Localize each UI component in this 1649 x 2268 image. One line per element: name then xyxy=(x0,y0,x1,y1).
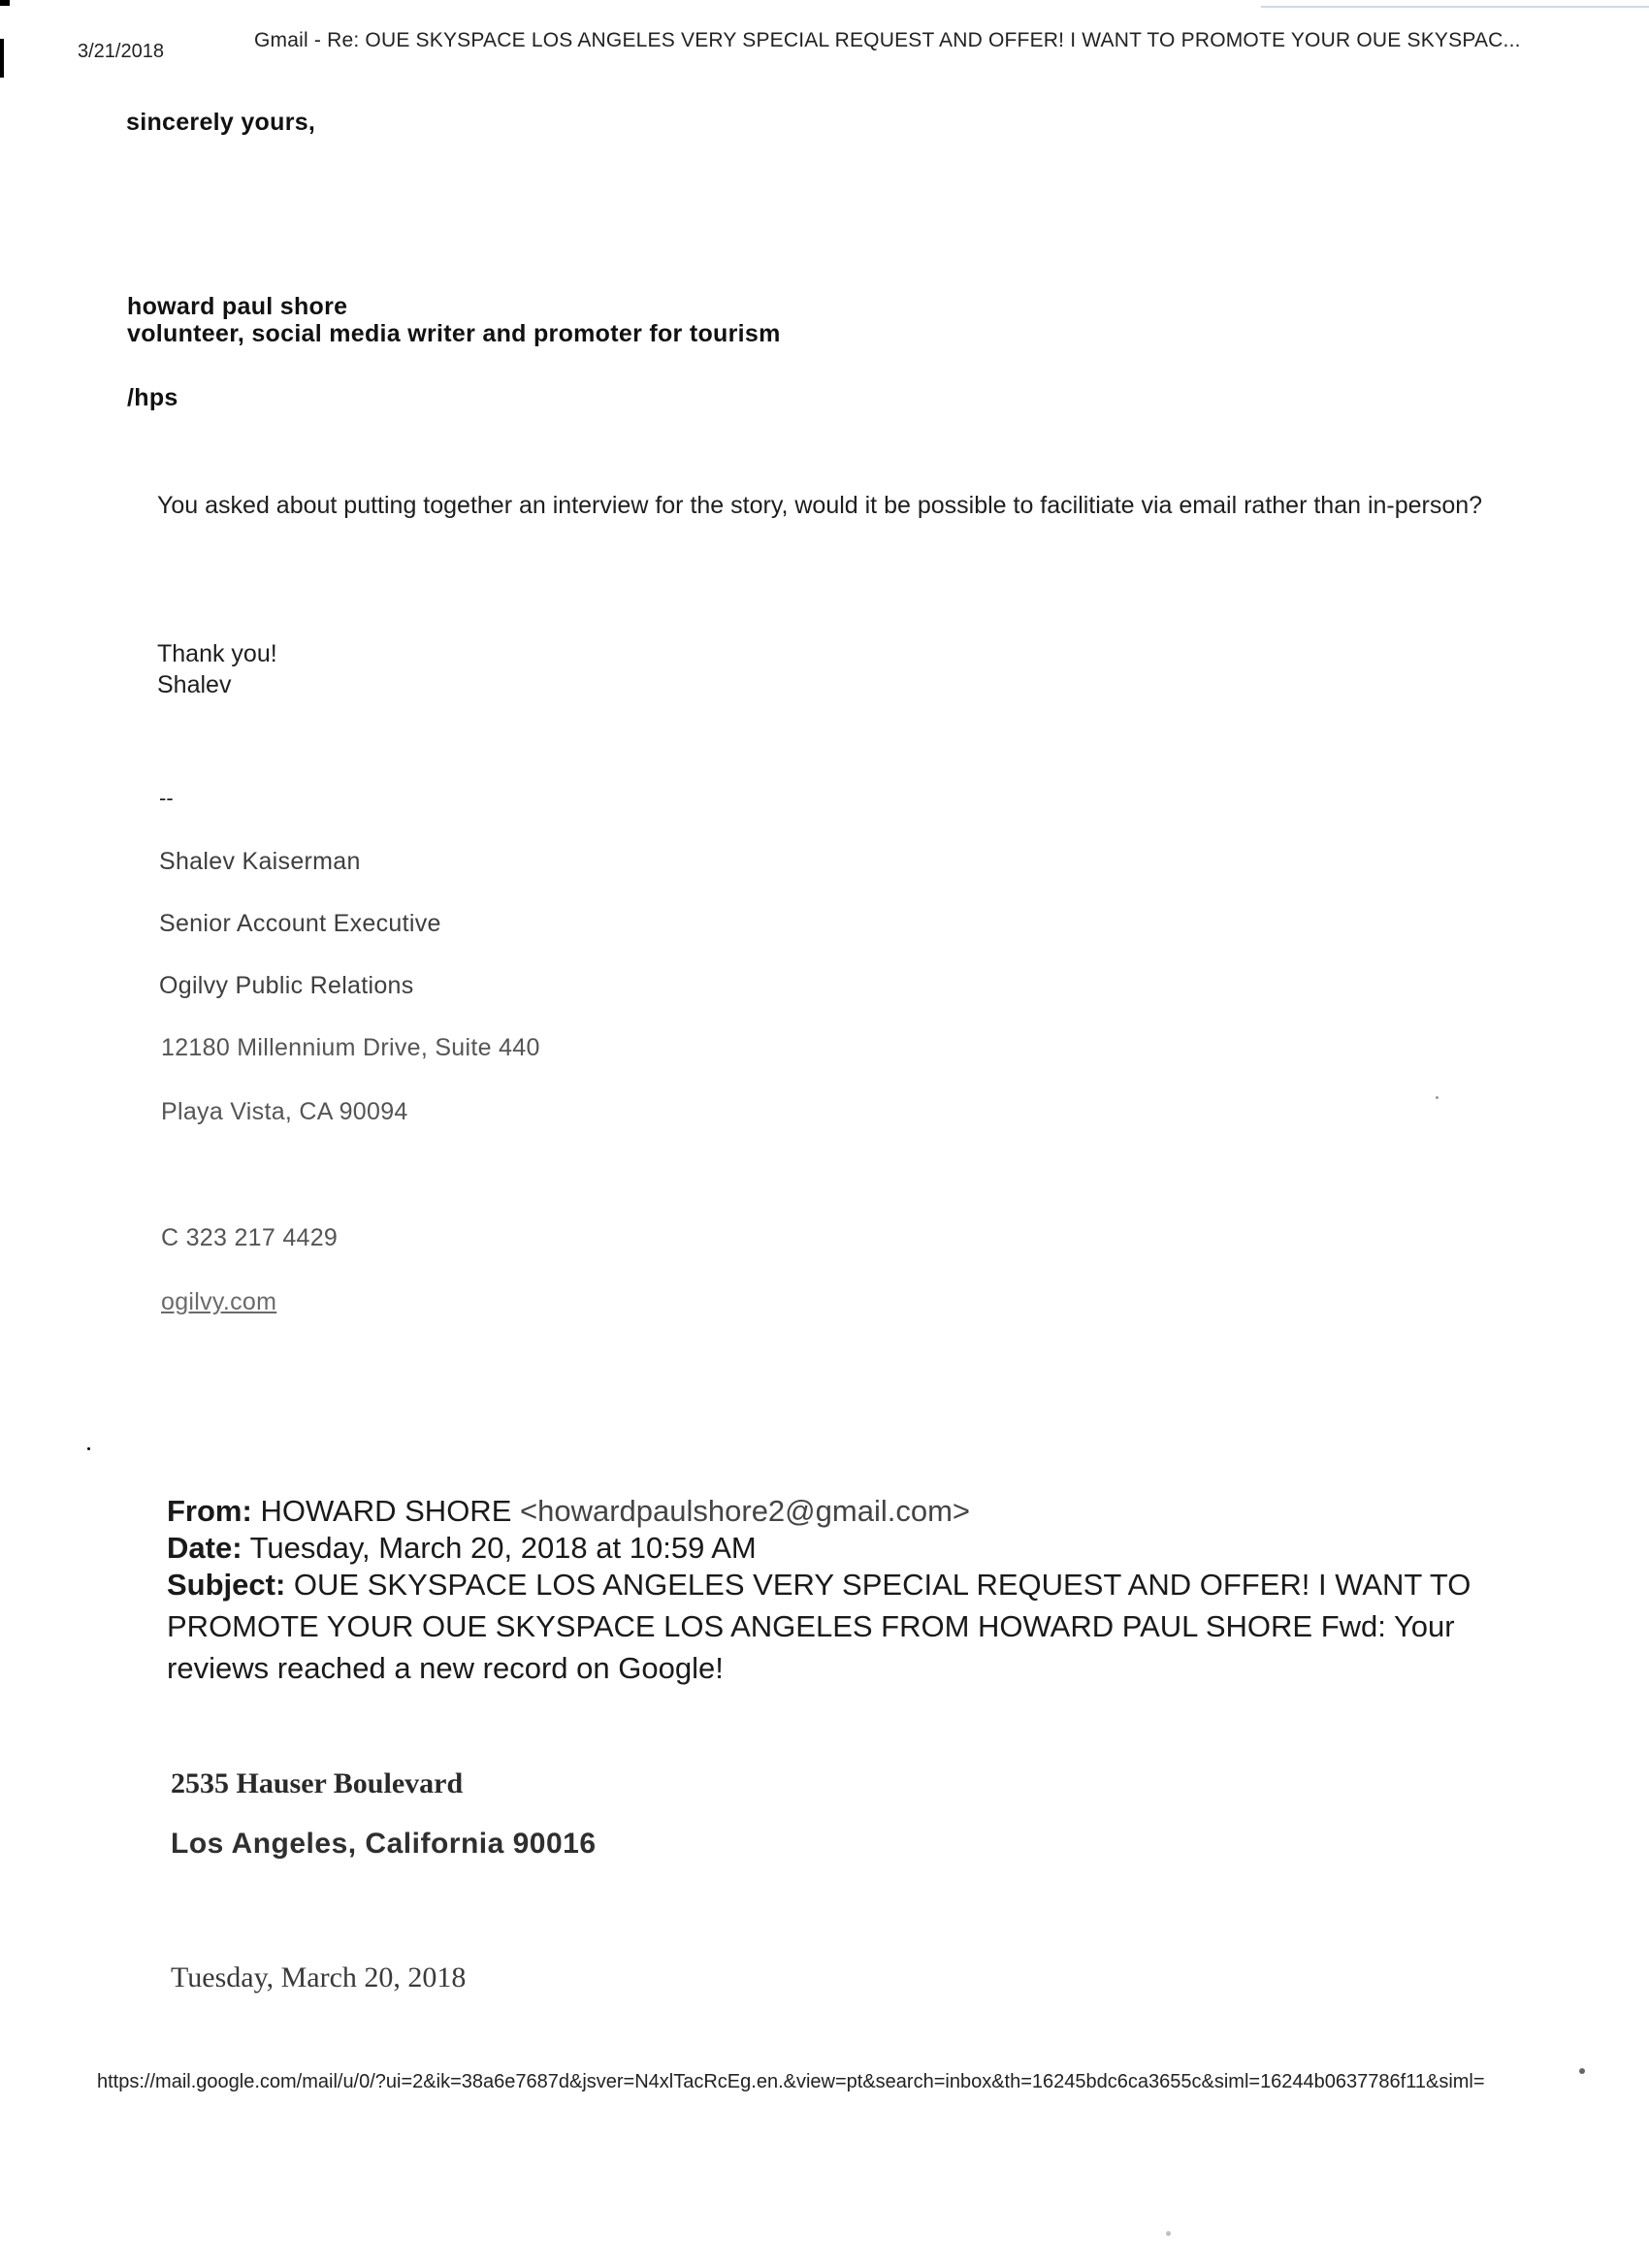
subject-label: Subject: xyxy=(167,1568,286,1602)
quoted-message-body: You asked about putting together an interview for the story, would it be possible to facilitiate via email rather than in-person? xyxy=(157,492,1483,519)
letter-date: Tuesday, March 20, 2018 xyxy=(171,1961,467,1993)
closing-line: sincerely yours, xyxy=(126,109,316,136)
date-value: Tuesday, March 20, 2018 at 10:59 AM xyxy=(249,1531,757,1565)
from-label: From: xyxy=(167,1494,252,1528)
print-date: 3/21/2018 xyxy=(78,41,164,62)
subject-value: OUE SKYSPACE LOS ANGELES VERY SPECIAL REQUEST AND OFFER! I WANT TO PROMOTE YOUR OUE SKYSPACE LOS ANGELES FROM HOWARD PAUL SHORE Fwd: Your reviews reached a new record on Google! xyxy=(167,1568,1471,1685)
forwarded-subject xyxy=(167,1564,1564,1689)
quoted-sig-title: Senior Account Executive xyxy=(159,910,441,937)
quoted-sig-company: Ogilvy Public Relations xyxy=(159,972,414,999)
letter-city: Los Angeles, California 90016 xyxy=(171,1828,597,1860)
quoted-sender: Shalev xyxy=(157,671,232,698)
scan-speck xyxy=(1166,2231,1171,2236)
signature-name: howard paul shore xyxy=(127,293,348,320)
print-footer-url[interactable]: https://mail.google.com/mail/u/0/?ui=2&ik=38a6e7687d&jsver=N4xlTacRcEg.en.&view=pt&search=inbox&th=16245bdc6ca3655c&siml=16244b0637786f11&siml= xyxy=(97,2071,1485,2092)
signature-separator: -- xyxy=(159,786,174,810)
quoted-sig-address: 12180 Millennium Drive, Suite 440 xyxy=(161,1034,540,1061)
forwarded-from xyxy=(167,1494,970,1529)
from-email[interactable]: <howardpaulshore2@gmail.com> xyxy=(520,1494,971,1528)
scan-edge-rule xyxy=(1261,6,1649,8)
quoted-sig-phone: C 323 217 4429 xyxy=(161,1224,339,1251)
quoted-sig-link[interactable]: ogilvy.com xyxy=(161,1288,277,1315)
print-title: Gmail - Re: OUE SKYSPACE LOS ANGELES VERY SPECIAL REQUEST AND OFFER! I WANT TO PROMOTE YOUR OUE SKYSPAC... xyxy=(254,29,1521,51)
scan-speck xyxy=(87,1447,90,1450)
from-name: HOWARD SHORE xyxy=(260,1494,512,1528)
scan-speck xyxy=(1579,2068,1585,2074)
signature-role: volunteer, social media writer and promoter for tourism xyxy=(127,320,781,347)
scan-speck xyxy=(0,0,10,6)
quoted-sig-name: Shalev Kaiserman xyxy=(159,848,361,875)
letter-street: 2535 Hauser Boulevard xyxy=(171,1767,464,1799)
scan-speck xyxy=(0,39,4,78)
quoted-thanks: Thank you! xyxy=(157,640,277,667)
signature-initials: /hps xyxy=(127,384,178,411)
date-label: Date: xyxy=(167,1531,242,1565)
quoted-sig-city: Playa Vista, CA 90094 xyxy=(161,1098,408,1125)
scan-speck xyxy=(1436,1096,1439,1099)
forwarded-date xyxy=(167,1531,757,1566)
